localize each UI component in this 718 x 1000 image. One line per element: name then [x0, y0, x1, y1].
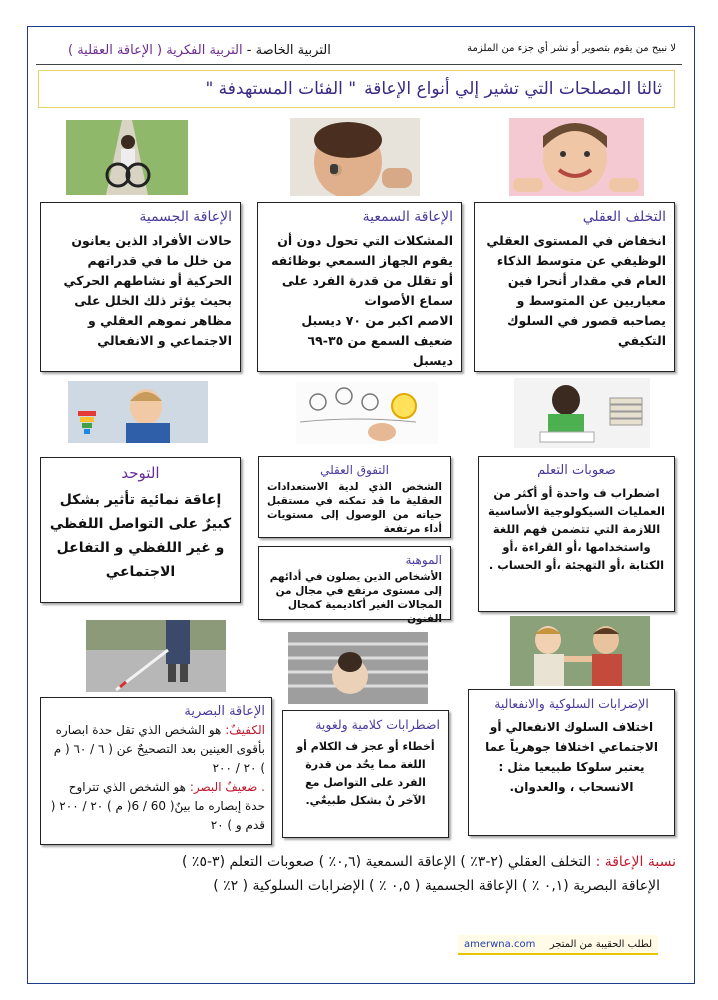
lightbulbs-photo	[296, 382, 438, 444]
store-link[interactable]: amerwna.com	[464, 938, 536, 950]
store-footer	[458, 935, 658, 955]
card-body: الأشخاص الذين يصلون في أدائهم إلى مستوى مرتفع في مجال من المجالات الغير أكاديمية كمجال الفنون	[269, 571, 442, 625]
learning-difficulty-child-photo	[514, 378, 650, 448]
card-talent	[258, 546, 451, 625]
hard-of-hearing-range: ضعيف السمع من ٣٥-٦٩ ديسبل	[307, 333, 453, 368]
card-title: الإضرابات السلوكية والانفعالية	[494, 696, 649, 711]
card-body	[47, 721, 265, 835]
copyright-notice: لا نبيح من يقوم بتصوير أو نشر أي جزء من الملزمة	[467, 43, 676, 54]
card-title: الإعاقة السمعية	[362, 209, 453, 225]
card-body: الشخص الذي لدية الاستعدادات العقلية ما قد تمكنه في مستقبل حياته من الوصول إلى مستويات أداء مرتفعة	[267, 481, 442, 535]
card-body: حالات الأفراد الذين يعانون من خلل ما في قدراتهم الحركية أو نشاطهم الحركي بحيث يؤثر ذلك الخلل على مظاهر نموهم العقلي و الاجتماعي و الانفعالي	[63, 233, 232, 348]
card-behavioral-emotional	[468, 689, 675, 836]
deaf-threshold: الاصم اكبر من ٧٠ ديسبل	[301, 313, 453, 328]
blind-definition: هو الشخص الذي تقل حدة ابصاره بأقوى العينين بعد التصحيحٌ عن ( ٦ / ٦٠ ( م ) ٢٠ / ٢٠٠	[53, 723, 265, 775]
card-body: انخفاض في المستوى العقلي الوظيفي عن متوسط الذكاء العام في مقدار أنحرا فين معياريين عن المتوسط و يصاحبه قصور في السلوك التكيفي	[486, 233, 666, 348]
card-learning-disabilities	[478, 456, 675, 612]
low-vision-definition: هو الشخص الذي تتراوح حدة إبصاره ما بينٌ( 60 / 6( م ) ٢٠ / ٢٠٠ ( قدم و ) ٢٠	[50, 780, 265, 832]
section-title: ثالثا المصلحات التي تشير إلي أنواع الإعاقة " الفئات المستهدفة "	[38, 70, 675, 108]
card-body: اضطراب ف واحدة أو أكثر من العمليات السيكولوجية الأساسية اللازمة التي تتضمن فهم اللغة واستخدامها ،أو القراءة ،أو الكتابة ،أو التهجئة ،أو الحساب .	[488, 486, 665, 572]
card-title: الموهبة	[405, 553, 442, 567]
card-intellectual-giftedness	[258, 456, 451, 538]
card-body: أخطاء أو عجز ف الكلام أو اللغة مما يحٌد من قدرة الفرد على التواصل مع الآخر نٌ بشكل طبيعٌي.	[296, 740, 435, 807]
card-intellectual-disability	[474, 202, 675, 372]
percentages-line-2: الإعاقة البصرية (٠,١ ٪ ) الإعاقة الجسمية ( ٠,٥ ٪ ) الإضرابات السلوكية ( ٢٪ )	[213, 878, 660, 894]
card-visual-impairment	[40, 697, 272, 845]
hearing-aid-child-photo	[290, 118, 420, 196]
card-title: الإعاقة البصرية	[184, 704, 265, 719]
sad-child-stairs-photo	[288, 632, 428, 704]
autism-child-photo	[68, 381, 208, 443]
low-vision-label: . ضعيفٌ البصر:	[189, 780, 265, 794]
card-title: اضطرابات كلامية ولغوية	[315, 717, 440, 732]
blind-cane-photo	[86, 620, 226, 692]
card-physical-disability	[40, 202, 241, 372]
down-syndrome-child-photo	[509, 118, 644, 196]
disability-percentages	[40, 850, 676, 898]
card-title: التوحد	[121, 464, 160, 482]
course-name: التربية الخاصة	[255, 43, 331, 58]
percentages-line-1: نسبة الإعاقة : التخلف العقلي (٢-٣٪ ) الإعاقة السمعية (٠,٦٪ ) صعوبات التعلم (٣-٥٪ )	[182, 854, 676, 870]
card-title: صعوبات التعلم	[537, 463, 616, 478]
card-speech-language	[282, 710, 449, 838]
card-hearing-disability	[257, 202, 462, 372]
card-autism	[40, 457, 241, 603]
wheelchair-photo	[66, 120, 188, 195]
card-title: التفوق العقلي	[320, 463, 389, 477]
course-unit: التربية الفكرية ( الإعاقة العقلية )	[68, 43, 243, 58]
card-body: إعاقة نمائية تأثير بشكل كبيرٌ على التواصل اللفظي و غير اللفظي و التفاعل الاجتماعي	[49, 492, 232, 580]
header-divider	[36, 64, 682, 65]
blind-label: الكفيفٌ:	[225, 723, 265, 737]
card-body: المشكلات التي تحول دون أن يقوم الجهاز السمعي بوظائفه أو تقلل من قدرة الفرد على سماع الأصوات	[271, 233, 453, 308]
card-title: التخلف العقلي	[582, 209, 666, 225]
conflict-children-photo	[510, 616, 650, 686]
card-body: اختلاف السلوك الانفعالي أو الاجتماعي اختلافا جوهرياً عما يعتبر سلوكا طبيعيا مثل : الانسحاب ، والعدوان.	[485, 720, 658, 794]
course-header: التربية الخاصة - التربية الفكرية ( الإعاقة العقلية )	[68, 43, 331, 58]
card-title: الإعاقة الجسمية	[139, 209, 232, 225]
percentages-label: نسبة الإعاقة :	[595, 854, 676, 870]
store-label: لطلب الحقيبة من المتجر	[549, 938, 652, 950]
